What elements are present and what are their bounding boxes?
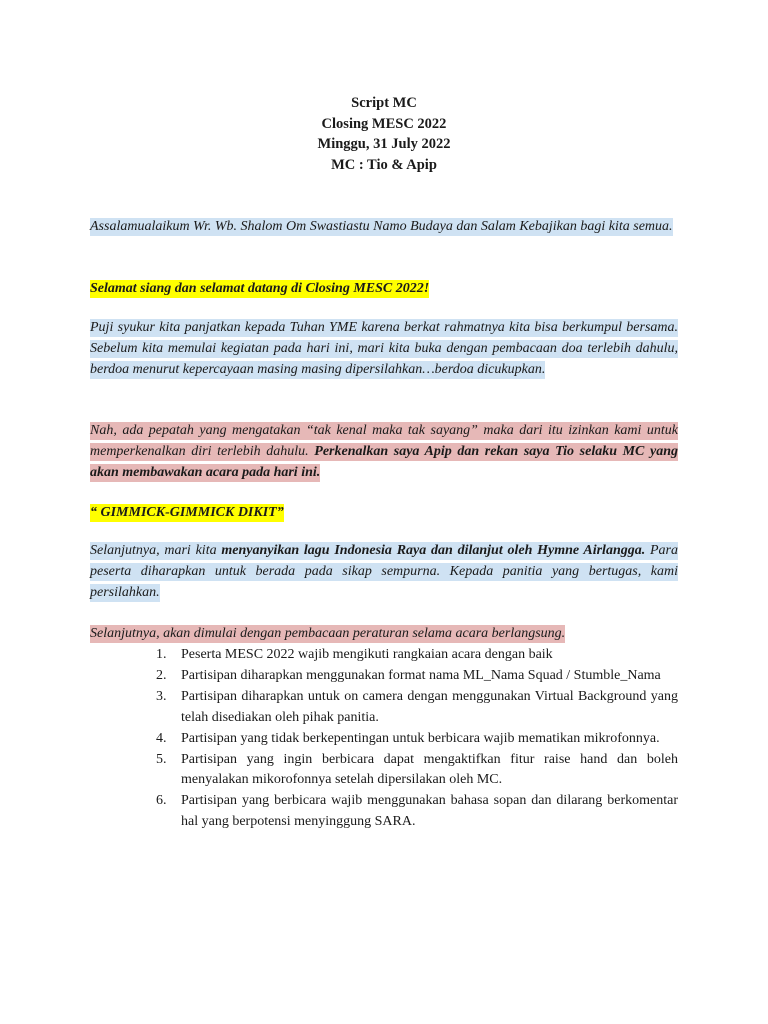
- intro-text: Nah, ada pepatah yang mengatakan “tak kenal maka tak sayang” maka dari itu izinkan kami untuk memperkenalkan diri terlebih dahulu.: [90, 423, 678, 459]
- gimmick-text: “ GIMMICK-GIMMICK DIKIT”: [90, 505, 284, 520]
- welcome-paragraph: [90, 278, 678, 299]
- gimmick-paragraph: [90, 502, 678, 523]
- event-date: Minggu, 31 July 2022: [317, 136, 451, 152]
- event-name: Closing MESC 2022: [321, 115, 447, 132]
- intro-paragraph: [90, 420, 678, 483]
- anthem-text-2: Para peserta diharapkan untuk berada pada sikap sempurna. Kepada panitia yang bertugas, kami persilahkan.: [90, 543, 679, 600]
- mc-names: MC : Tio & Apip: [331, 156, 437, 173]
- list-item: 1. Peserta MESC 2022 wajib mengikuti rangkaian acara dengan baik: [156, 647, 553, 662]
- list-item: 5. Partisipan yang ingin berbicara dapat mengaktifkan fitur raise hand dan boleh menyalakan mikorofonnya setelah dipersilakan oleh MC.: [156, 751, 678, 787]
- rules-intro-paragraph: [90, 623, 678, 644]
- list-item: 3. Partisipan diharapkan untuk on camera dengan menggunakan Virtual Background yang telah disediakan oleh pihak panitia.: [156, 689, 678, 725]
- intro-bold-text: Perkenalkan saya Apip dan rekan saya Tio selaku MC yang akan membawakan acara pada hari ini.: [90, 444, 679, 480]
- list-item: 4. Partisipan yang tidak berkepentingan untuk berbicara wajib mematikan mikrofonnya.: [156, 730, 660, 746]
- rules-intro-text: Selanjutnya, akan dimulai dengan pembacaan peraturan selama acara berlangsung.: [90, 626, 566, 641]
- prayer-paragraph: [90, 317, 678, 380]
- rules-list: [152, 645, 678, 833]
- document-header: [0, 93, 768, 175]
- anthem-text-1: Selanjutnya, mari kita: [90, 543, 222, 558]
- prayer-text: Puji syukur kita panjatkan kepada Tuhan YME karena berkat rahmatnya kita bisa berkumpul bersama. Sebelum kita memulai kegiatan pada hari ini, mari kita buka dengan pembacaan doa terlebih dahulu, berdoa menurut kepercayaan masing masing dipersilahkan…berdoa dicukupkan.: [90, 320, 678, 377]
- list-item: 2. Partisipan diharapkan menggunakan format nama ML_Nama Squad / Stumble_Nama: [156, 668, 661, 683]
- list-item: 6. Partisipan yang berbicara wajib menggunakan bahasa sopan dan dilarang berkomentar hal yang berpotensi menyinggung SARA.: [156, 793, 678, 829]
- anthem-bold-text: menyanyikan lagu Indonesia Raya dan dilanjut oleh Hymne Airlangga.: [221, 543, 646, 558]
- welcome-text: Selamat siang dan selamat datang di Closing MESC 2022!: [90, 281, 430, 296]
- greeting-text: Assalamualaikum Wr. Wb. Shalom Om Swastiastu Namo Budaya dan Salam Kebajikan bagi kita semua.: [90, 219, 673, 234]
- script-title: Script MC: [351, 95, 417, 111]
- anthem-paragraph: [90, 540, 678, 603]
- greeting-paragraph: [90, 216, 678, 237]
